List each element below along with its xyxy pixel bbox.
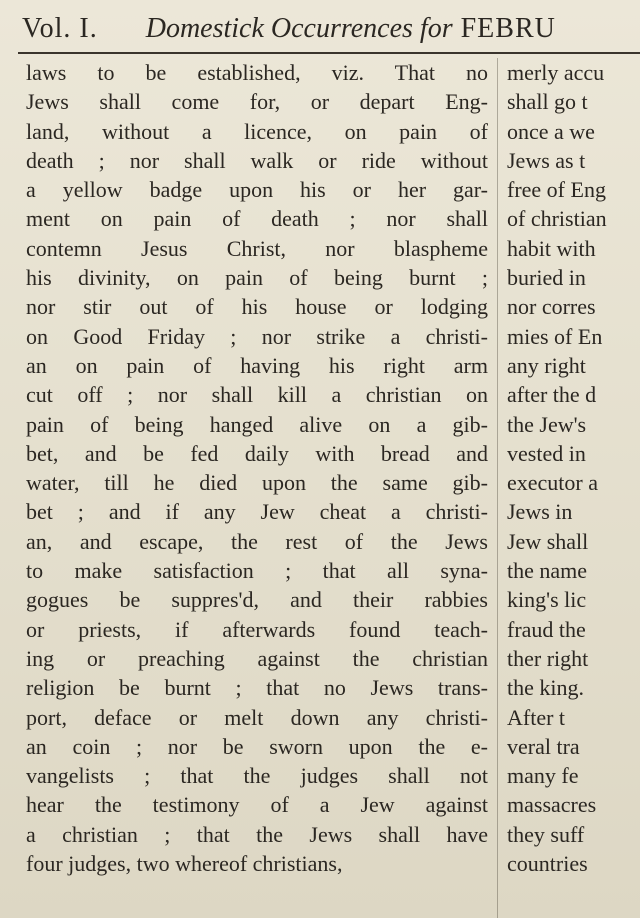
- left-column: [26, 58, 488, 918]
- text-line: a yellow badge upon his or her gar-: [26, 177, 488, 203]
- text-line: nor stir out of his house or lodging: [26, 294, 488, 320]
- text-line: port, deface or melt down any christi-: [26, 704, 488, 730]
- text-line: mies of En: [507, 323, 603, 349]
- text-line: fraud the: [507, 616, 586, 642]
- text-line: buried in: [507, 265, 586, 291]
- text-line: on Good Friday ; nor strike a christi-: [26, 323, 488, 349]
- text-line: a christian ; that the Jews shall have: [26, 821, 488, 847]
- header-rule: [18, 52, 640, 54]
- text-line: ther right: [507, 645, 589, 671]
- text-line: after the d: [507, 382, 597, 408]
- right-column: [507, 58, 640, 918]
- text-line: nor corres: [507, 294, 596, 320]
- text-line: veral tra: [507, 733, 580, 759]
- text-line: habit with: [507, 235, 596, 261]
- text-line: ment on pain of death ; nor shall: [26, 206, 488, 232]
- text-line: After t: [507, 704, 566, 730]
- text-line: laws to be established, viz. That no: [26, 60, 488, 85]
- text-line: four judges, two whereof christians,: [26, 851, 343, 877]
- text-line: land, without a licence, on pain of: [26, 118, 488, 144]
- text-line: free of Eng: [507, 177, 606, 203]
- text-line: countries: [507, 851, 588, 877]
- text-line: ing or preaching against the christian: [26, 645, 488, 671]
- text-line: to make satisfaction ; that all syna-: [26, 558, 488, 584]
- text-line: gogues be suppres'd, and their rabbies: [26, 587, 488, 613]
- month-heading: FEBRU: [460, 13, 556, 44]
- text-line: an, and escape, the rest of the Jews: [26, 528, 488, 554]
- text-line: contemn Jesus Christ, nor blaspheme: [26, 235, 488, 261]
- text-line: the king.: [507, 675, 584, 701]
- page-header: [22, 10, 640, 48]
- text-line: executor a: [507, 470, 598, 496]
- text-line: Jews shall come for, or depart Eng-: [26, 89, 488, 115]
- text-line: Jews as t: [507, 147, 586, 173]
- text-line: bet, and be fed daily with bread and: [26, 440, 488, 466]
- text-line: any right: [507, 352, 586, 378]
- text-line: an coin ; nor be sworn upon the e-: [26, 733, 488, 759]
- text-line: Jews in: [507, 499, 573, 525]
- text-line: or priests, if afterwards found teach-: [26, 616, 488, 642]
- text-line: his divinity, on pain of being burnt ;: [26, 265, 488, 291]
- text-line: king's lic: [507, 587, 587, 613]
- text-line: Jew shall: [507, 528, 589, 554]
- text-line: cut off ; nor shall kill a christian on: [26, 382, 488, 408]
- text-line: death ; nor shall walk or ride without: [26, 147, 488, 173]
- running-title: Domestick Occurrences for: [145, 13, 453, 44]
- text-line: shall go t: [507, 89, 588, 115]
- column-divider: [497, 58, 498, 918]
- text-line: vested in: [507, 440, 586, 466]
- text-line: religion be burnt ; that no Jews trans-: [26, 675, 488, 701]
- text-line: bet ; and if any Jew cheat a christi-: [26, 499, 488, 525]
- text-line: once a we: [507, 118, 595, 144]
- text-line: many fe: [507, 763, 579, 789]
- text-line: merly accu: [507, 60, 605, 85]
- volume-label: Vol. I.: [22, 13, 98, 44]
- text-line: hear the testimony of a Jew against: [26, 792, 488, 818]
- text-line: the Jew's: [507, 411, 587, 437]
- text-line: they suff: [507, 821, 585, 847]
- text-line: vangelists ; that the judges shall not: [26, 763, 488, 789]
- text-line: an on pain of having his right arm: [26, 352, 488, 378]
- text-line: massacres: [507, 792, 597, 818]
- text-line: of christian: [507, 206, 607, 232]
- text-line: pain of being hanged alive on a gib-: [26, 411, 488, 437]
- text-line: the name: [507, 558, 588, 584]
- text-line: water, till he died upon the same gib-: [26, 470, 488, 496]
